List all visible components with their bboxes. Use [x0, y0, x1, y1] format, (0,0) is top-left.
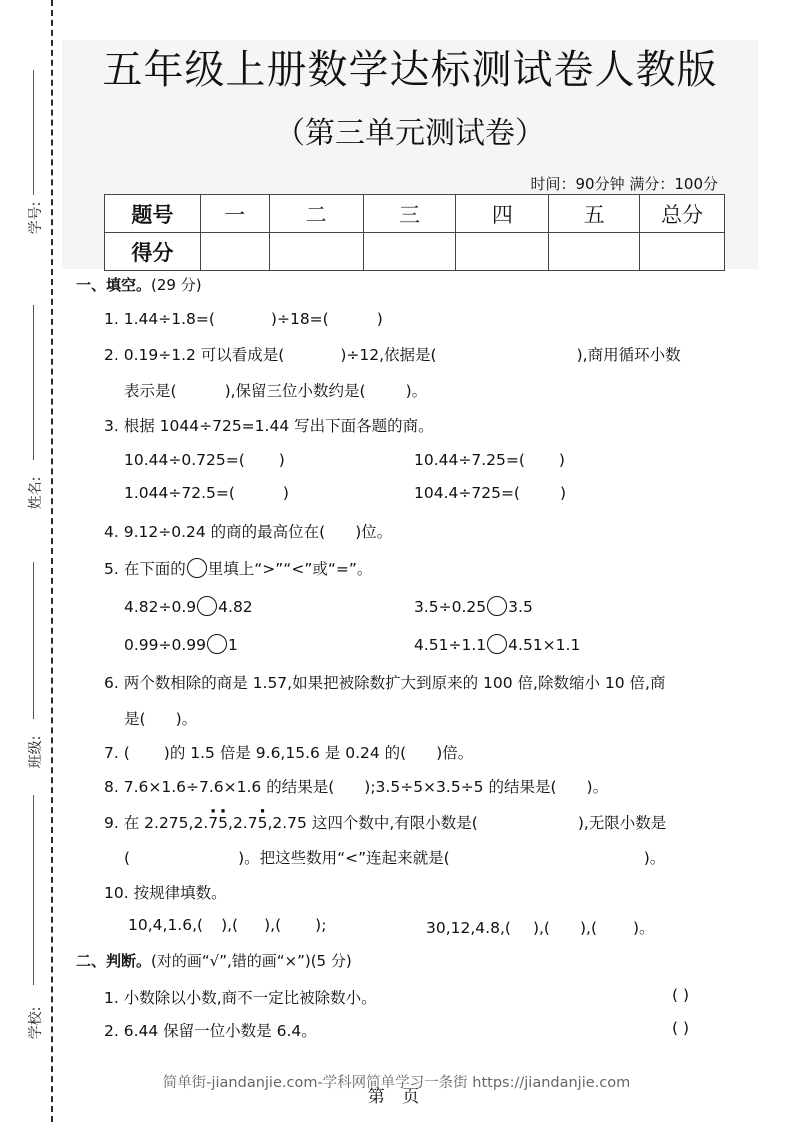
question-number: 6. [104, 674, 119, 692]
question-1-2-cont: 表示是( ),保留三位小数约是( )。 [124, 382, 428, 400]
question-number: 2. [104, 1022, 119, 1040]
question-1-7: 7. ( )的 1.5 倍是 9.6,15.6 是 0.24 的( )倍。 [104, 744, 474, 762]
student-id-line[interactable] [33, 70, 34, 195]
question-1-3: 3. 根据 1044÷725=1.44 写出下面各题的商。 [104, 417, 434, 435]
school-label: 学校: [28, 1006, 44, 1040]
page-subtitle: （第三单元测试卷） [275, 116, 545, 151]
score-table-header-row [105, 195, 725, 233]
q3-item-1: 10.44÷0.725=( ) [124, 451, 285, 469]
repeating-digit: · 7 [208, 814, 218, 832]
name-label: 姓名: [28, 476, 44, 510]
cut-line [51, 0, 53, 1122]
section-2-title: 二、判断。 [76, 952, 152, 970]
col-total: 总分 [640, 195, 725, 233]
score-cell-4[interactable] [456, 233, 549, 271]
question-1-8: 8. 7.6×1.6÷7.6×1.6 的结果是( );3.5÷5×3.5÷5 的结果是( )。 [104, 778, 609, 796]
row-header-question: 题号 [105, 195, 201, 233]
section-1-heading [76, 274, 202, 295]
watermark: 简单街-jiandanjie.com-学科网简单学习一条街 https://jiandanjie.com [162, 1075, 631, 1091]
q5-item-2: 3.5÷0.25 3.5 [414, 598, 533, 616]
score-cell-3[interactable] [363, 233, 456, 271]
q3-item-3: 1.044÷72.5=( ) [124, 484, 289, 502]
col-1: 一 [200, 195, 269, 233]
student-id-field [20, 70, 50, 240]
score-table [104, 194, 725, 271]
question-1-1: 1. 1.44÷1.8=( )÷18=( ) [104, 310, 383, 328]
judge-item-2: 2. 6.44 保留一位小数是 6.4。 [104, 1022, 317, 1040]
compare-circle[interactable] [207, 634, 227, 654]
section-2-desc: (对的画“√”,错的画“×”)(5 分) [151, 952, 352, 970]
school-field [20, 795, 50, 1055]
score-table-score-row [105, 233, 725, 271]
judge-item-1: 1. 小数除以小数,商不一定比被除数小。 [104, 989, 377, 1007]
repeating-digit: · 5 [258, 814, 268, 832]
class-label: 班级: [28, 735, 44, 769]
class-line[interactable] [33, 562, 34, 719]
school-line[interactable] [33, 795, 34, 985]
question-number: 10. [104, 884, 129, 902]
page-title: 五年级上册数学达标测试卷人教版 [102, 47, 718, 93]
score-cell-5[interactable] [549, 233, 640, 271]
compare-circle[interactable] [197, 596, 217, 616]
question-1-10: 10. 按规律填数。 [104, 884, 227, 902]
question-1-6-cont: 是( )。 [124, 710, 198, 728]
class-field [20, 562, 50, 782]
judge-blank-2[interactable]: ( ) [672, 1019, 690, 1037]
compare-circle[interactable] [487, 596, 507, 616]
q10-sequence-1: 10,4,1.6,( ),( ),( ); [128, 916, 327, 934]
q3-item-2: 10.44÷7.25=( ) [414, 451, 565, 469]
question-1-4: 4. 9.12÷0.24 的商的最高位在( )位。 [104, 523, 393, 541]
question-1-2: 2. 0.19÷1.2 可以看成是( )÷12,依据是( ),商用循环小数 [104, 346, 681, 364]
circle-icon [187, 558, 207, 578]
student-id-label: 学号: [28, 201, 44, 235]
col-3: 三 [363, 195, 456, 233]
question-1-9: 9. 在 2.275,2.· 7· 5,2.7· 5,2.75 这四个数中,有限小数是( ),无限小数是 [104, 811, 666, 833]
section-1-title: 一、填空。 [76, 276, 152, 294]
score-cell-2[interactable] [269, 233, 363, 271]
score-cell-total[interactable] [640, 233, 725, 271]
question-number: 3. [104, 417, 119, 435]
question-number: 1. [104, 310, 119, 328]
question-number: 2. [104, 346, 119, 364]
question-number: 9. [104, 814, 119, 832]
col-4: 四 [456, 195, 549, 233]
repeating-digit: · 5 [218, 814, 228, 832]
section-2-heading [76, 950, 352, 971]
q5-item-4: 4.51÷1.1 4.51×1.1 [414, 636, 581, 654]
col-2: 二 [269, 195, 363, 233]
name-line[interactable] [33, 305, 34, 460]
q10-sequence-2: 30,12,4.8,( ),( ),( )。 [426, 919, 655, 937]
judge-blank-1[interactable]: ( ) [672, 986, 690, 1004]
page-number: 第 页 [367, 1087, 426, 1107]
question-1-9-cont: ( )。把这些数用“<”连起来就是( )。 [124, 849, 666, 867]
score-cell-1[interactable] [200, 233, 269, 271]
q5-item-3: 0.99÷0.99 1 [124, 636, 238, 654]
exam-meta: 时间：90分钟 满分：100分 [530, 175, 718, 193]
section-1-points: (29 分) [151, 276, 202, 294]
name-field [20, 305, 50, 515]
question-number: 8. [104, 778, 119, 796]
col-5: 五 [549, 195, 640, 233]
q3-item-4: 104.4÷725=( ) [414, 484, 567, 502]
row-header-score: 得分 [105, 233, 201, 271]
compare-circle[interactable] [487, 634, 507, 654]
question-1-6: 6. 两个数相除的商是 1.57,如果把被除数扩大到原来的 100 倍,除数缩小 10 倍,商 [104, 674, 666, 692]
question-1-5: 5. 在下面的 里填上“>”“<”或“=”。 [104, 560, 373, 578]
question-number: 7. [104, 744, 119, 762]
question-number: 5. [104, 560, 119, 578]
question-number: 4. [104, 523, 119, 541]
q5-item-1: 4.82÷0.9 4.82 [124, 598, 253, 616]
question-number: 1. [104, 989, 119, 1007]
